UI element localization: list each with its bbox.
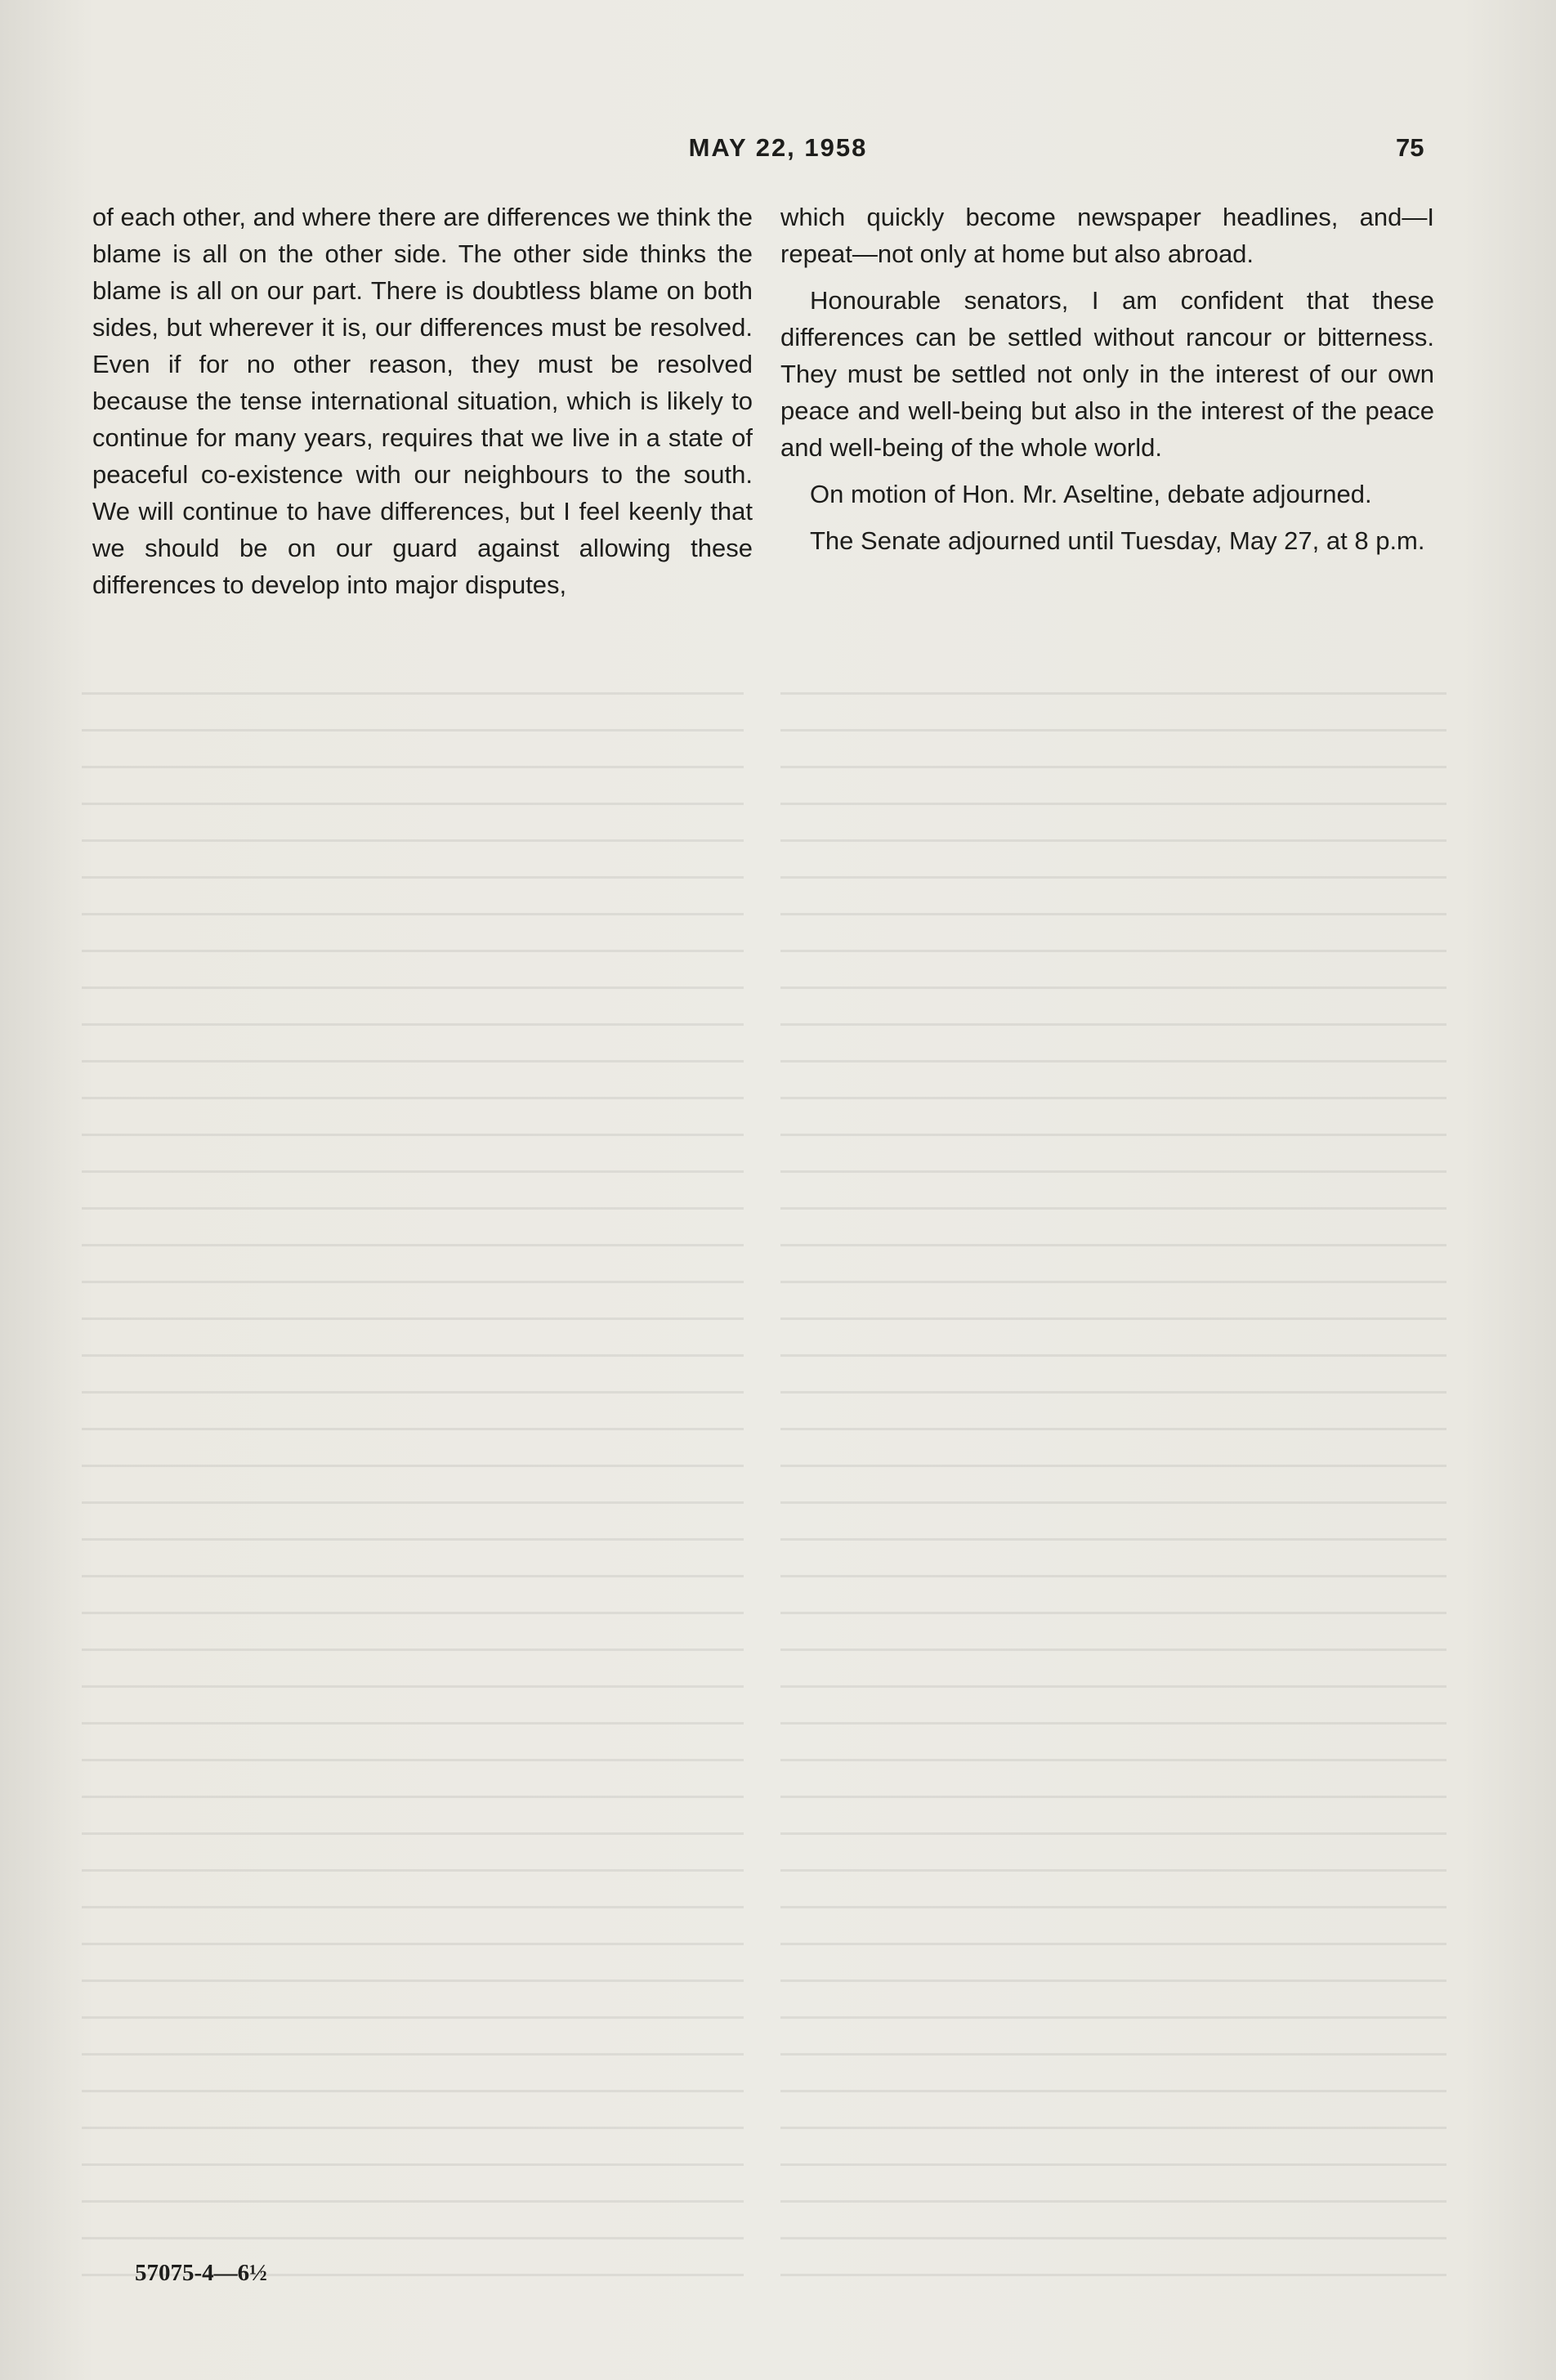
left-column: [92, 199, 753, 603]
right-paragraph-3: On motion of Hon. Mr. Aseltine, debate adjourned.: [810, 480, 1372, 508]
right-column: [780, 199, 1434, 569]
right-paragraph-4: The Senate adjourned until Tuesday, May 27, at 8 p.m.: [810, 526, 1425, 555]
right-paragraph-1: which quickly become newspaper headlines, and—I repeat—not only at home but also abroad.: [780, 203, 1434, 268]
footer-print-code: 57075-4—6½: [135, 2260, 267, 2286]
right-paragraph-2: Honourable senators, I am confident that these differences can be settled without rancour or bitterness. They must be settled not only in the interest of our own peace and well-being but also in the interest of the peace and well-being of the whole world.: [780, 286, 1434, 462]
page-number: 75: [1396, 133, 1424, 162]
show-through-text: [82, 658, 1446, 2276]
left-paragraph-1: of each other, and where there are differences we think the blame is all on the other side. The other side thinks the blame is all on our part. There is doubtless blame on both sides, but wherever it is, our differences must be resolved. Even if for no other reason, they must be resolved because the tense international situation, which is likely to continue for many years, requires that we live in a state of peaceful co-existence with our neighbours to the south. We will continue to have differences, but I feel keenly that we should be on our guard against allowing these differences to develop into major disputes,: [92, 203, 753, 599]
header-date: MAY 22, 1958: [688, 133, 868, 162]
page-header: [0, 133, 1556, 174]
